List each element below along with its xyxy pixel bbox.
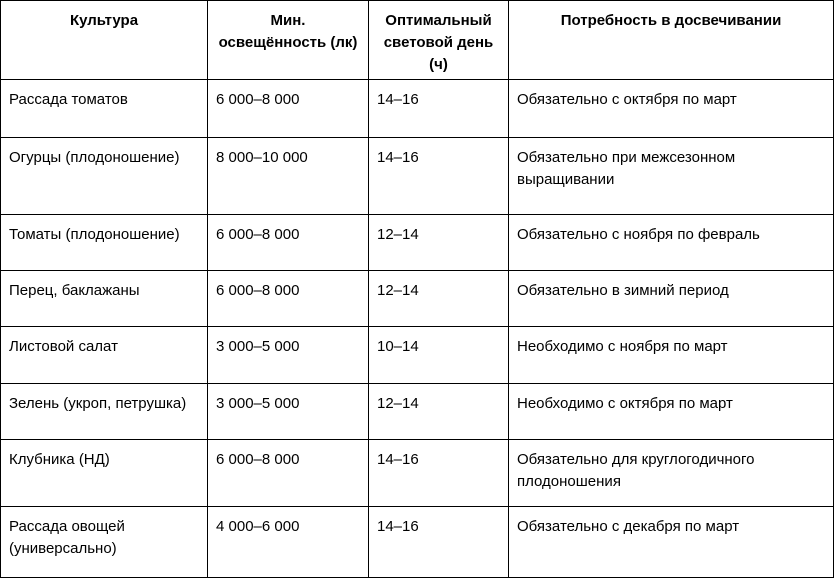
cell-optimal-daylight: 12–14 [369, 215, 509, 271]
cell-supplemental-lighting: Необходимо с октября по март [509, 384, 834, 440]
cell-optimal-daylight: 14–16 [369, 138, 509, 215]
cell-min-illuminance: 6 000–8 000 [208, 440, 369, 507]
cell-min-illuminance: 3 000–5 000 [208, 384, 369, 440]
table-row [1, 327, 834, 384]
table-row [1, 215, 834, 271]
cell-min-illuminance: 4 000–6 000 [208, 507, 369, 578]
cell-crop: Листовой салат [1, 327, 208, 384]
table-row [1, 384, 834, 440]
cell-min-illuminance: 8 000–10 000 [208, 138, 369, 215]
table-row [1, 440, 834, 507]
cell-optimal-daylight: 14–16 [369, 80, 509, 138]
cell-optimal-daylight: 12–14 [369, 384, 509, 440]
header-crop: Культура [1, 1, 208, 80]
cell-min-illuminance: 6 000–8 000 [208, 215, 369, 271]
cell-min-illuminance: 3 000–5 000 [208, 327, 369, 384]
cell-crop: Перец, баклажаны [1, 271, 208, 327]
cell-supplemental-lighting: Обязательно с ноября по февраль [509, 215, 834, 271]
table-row [1, 80, 834, 138]
header-min-illuminance: Мин. освещённость (лк) [208, 1, 369, 80]
table-row [1, 271, 834, 327]
cell-crop: Клубника (НД) [1, 440, 208, 507]
cell-crop: Томаты (плодоношение) [1, 215, 208, 271]
cell-optimal-daylight: 12–14 [369, 271, 509, 327]
cell-crop: Рассада томатов [1, 80, 208, 138]
cell-supplemental-lighting: Обязательно с октября по март [509, 80, 834, 138]
table-row [1, 507, 834, 578]
table-row [1, 138, 834, 215]
cell-supplemental-lighting: Обязательно с декабря по март [509, 507, 834, 578]
cell-crop: Огурцы (плодоношение) [1, 138, 208, 215]
cell-supplemental-lighting: Обязательно в зимний период [509, 271, 834, 327]
cell-optimal-daylight: 14–16 [369, 507, 509, 578]
table-header-row [1, 1, 834, 80]
cell-crop: Зелень (укроп, петрушка) [1, 384, 208, 440]
cell-supplemental-lighting: Необходимо с ноября по март [509, 327, 834, 384]
cell-min-illuminance: 6 000–8 000 [208, 80, 369, 138]
header-supplemental-lighting: Потребность в досвечивании [509, 1, 834, 80]
cell-optimal-daylight: 10–14 [369, 327, 509, 384]
cell-supplemental-lighting: Обязательно при межсезонном выращивании [509, 138, 834, 215]
cell-supplemental-lighting: Обязательно для круглогодичного плодоношения [509, 440, 834, 507]
header-optimal-daylight: Оптимальный световой день (ч) [369, 1, 509, 80]
cell-crop: Рассада овощей (универсально) [1, 507, 208, 578]
cell-optimal-daylight: 14–16 [369, 440, 509, 507]
cell-min-illuminance: 6 000–8 000 [208, 271, 369, 327]
